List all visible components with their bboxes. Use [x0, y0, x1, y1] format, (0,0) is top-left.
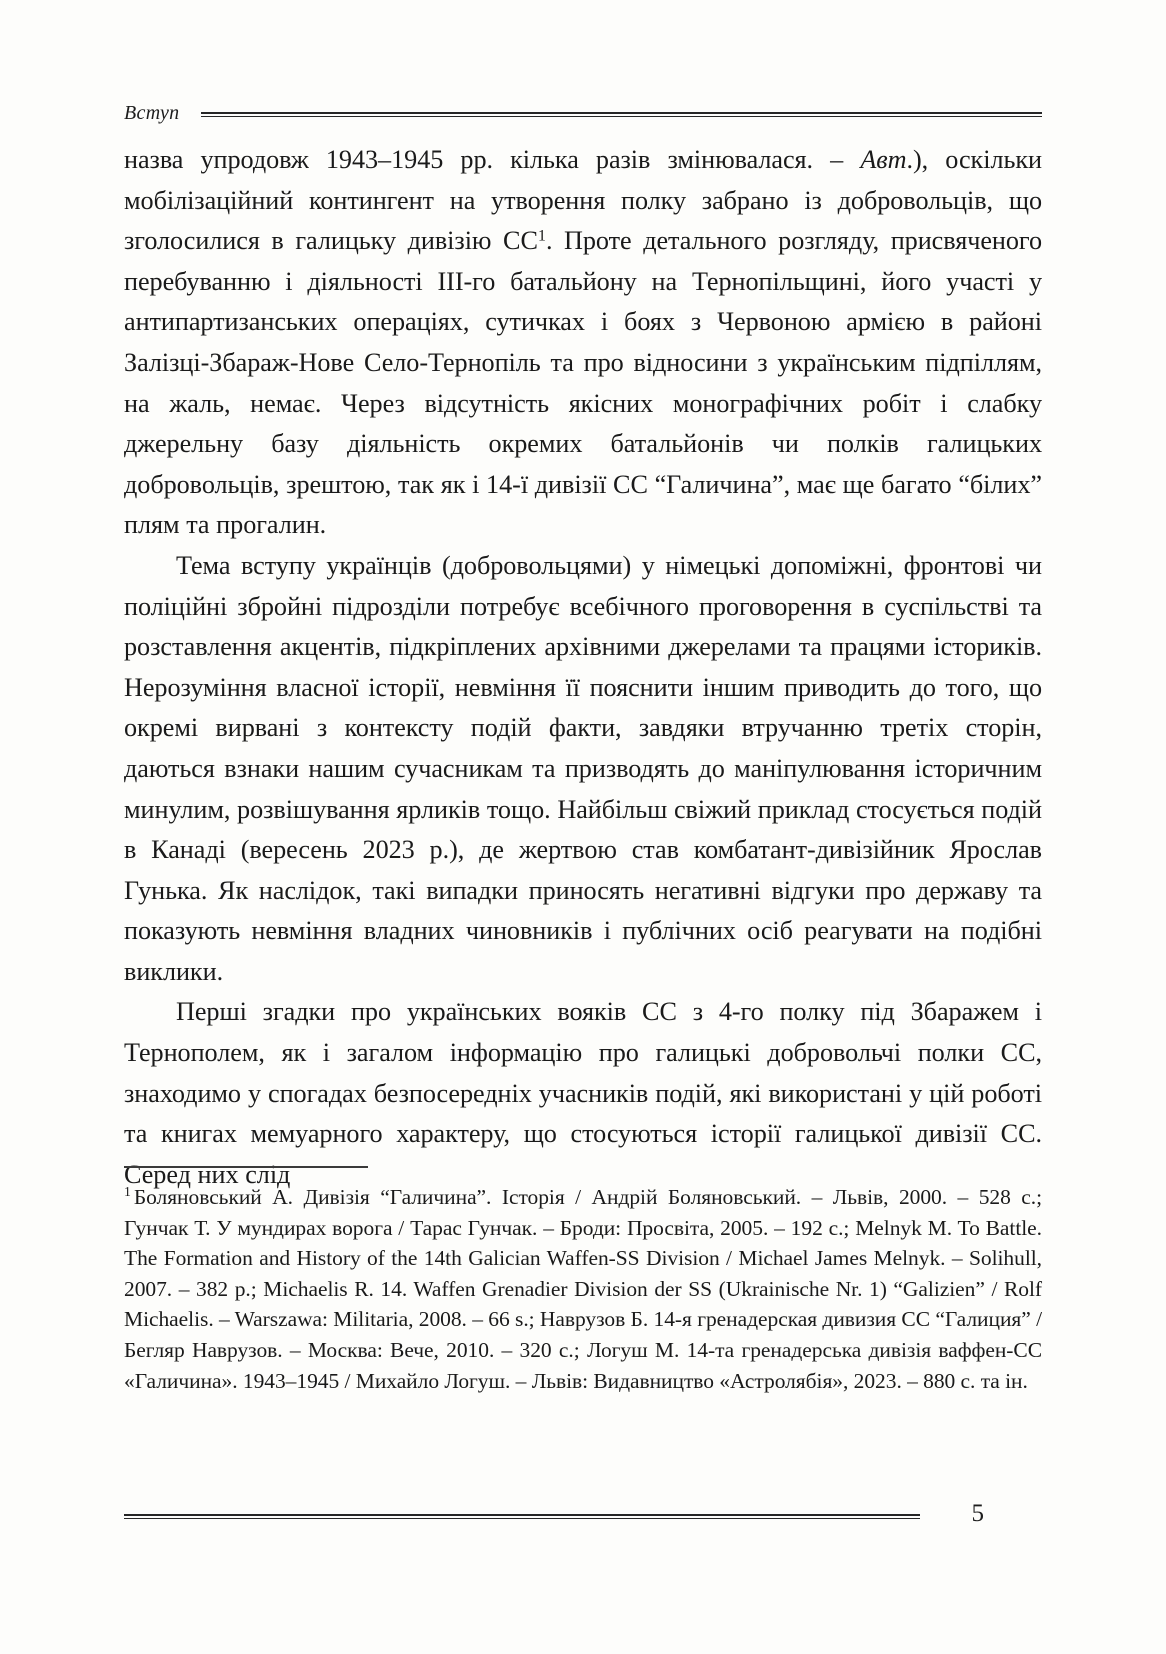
footnote-entry: [124, 1182, 1042, 1396]
body-paragraph: [124, 992, 1042, 1195]
running-head-label: Вступ: [124, 101, 180, 124]
page-number: 5: [971, 1500, 984, 1527]
paragraph-text: .), оскільки мобілізаційний контингент на утворення полку забрано із добровольців, що зголосилися в галицьку дивізію СС: [124, 145, 1042, 256]
footnote-separator-rule: [124, 1166, 368, 1168]
footnote-text: Боляновський А. Дивізія “Галичина”. Історія / Андрій Боляновський. – Львів, 2000. – 528 с.; Гунчак Т. У мундирах ворога / Тарас Гунчак. – Броди: Просвіта, 2005. – 192 с.; Melnyk M. To Battle. The Formation and History of the 14th Galician Waffen-SS Division / Michael James Melnyk. – Solihull, 2007. – 382 p.; Michaelis R. 14. Waffen Grenadier Division der SS (Ukrainische Nr. 1) “Galizien” / Rolf Michaelis. – Warszawa: Militaria, 2008. – 66 s.; Наврузов Б. 14-я гренадерская дивизия СС “Галиция” / Бегляр Наврузов. – Москва: Вече, 2010. – 320 с.; Логуш М. 14-та гренадерська дивізія ваффен-СС «Галичина». 1943–1945 / Михайло Логуш. – Львів: Видавництво «Астролябія», 2023. – 880 с. та ін.: [124, 1185, 1042, 1393]
header-double-rule: [201, 112, 1042, 117]
paragraph-text: . Проте детального розгляду, присвяченого перебуванню і діяльності ІІІ-го батальйону на Тернопільщині, його участі у антипартизанських операціях, сутичках і боях з Червоною армією в районі Залізці-Збараж-Нове Село-Тернопіль та про відносини з українським підпіллям, на жаль, немає. Через відсутність якісних монографічних робіт і слабку джерельну базу діяльність окремих батальйонів чи полків галицьких добровольців, зрештою, так як і 14-ї дивізії СС “Галичина”, має ще багато “білих” плям та прогалин.: [124, 226, 1042, 540]
page-footer: [124, 1496, 1042, 1536]
paragraph-text: Тема вступу українців (добровольцями) у німецькі допоміжні, фронтові чи поліційні збройні підрозділи потребує всебічного проговорення в суспільстві та розставлення акцентів, підкріплених архівними джерелами та працями істориків. Нерозуміння власної історії, невміння її пояснити іншим приводить до того, що окремі вирвані з контексту подій факти, завдяки втручанню третіх сторін, даються взнаки нашим сучасникам та призводять до маніпулювання історичним минулим, розвішування ярликів тощо. Найбільш свіжий приклад стосується подій в Канаді (вересень 2023 р.), де жертвою став комбатант-дивізійник Ярослав Гунька. Як наслідок, такі випадки приносять негативні відгуки про державу та показують невміння владних чиновників і публічних осіб реагувати на подібні виклики.: [124, 550, 1042, 986]
body-paragraph: [124, 140, 1042, 546]
footnote-block: [124, 1166, 1042, 1396]
footer-double-rule: [124, 1514, 920, 1519]
emphasis-text: Авт: [860, 145, 907, 174]
footnote-number: 1: [124, 1184, 131, 1200]
body-paragraph: [124, 546, 1042, 993]
paragraph-text: назва упродовж 1943–1945 рр. кілька разів змінювалася. –: [124, 145, 861, 174]
paragraph-text: Перші згадки про українських вояків СС з 4-го полку під Збаражем і Тернополем, як і загалом інформацію про галицькі добровольчі полки СС, знаходимо у спогадах безпосередніх учасників подій, які використані у цій роботі та книгах мемуарного характеру, що стосуються історії галицької дивізії СС. Серед них слід: [124, 997, 1042, 1189]
body-text-column: [124, 140, 1042, 1195]
footnote-reference-marker: 1: [537, 226, 546, 245]
running-head: [124, 96, 1042, 130]
